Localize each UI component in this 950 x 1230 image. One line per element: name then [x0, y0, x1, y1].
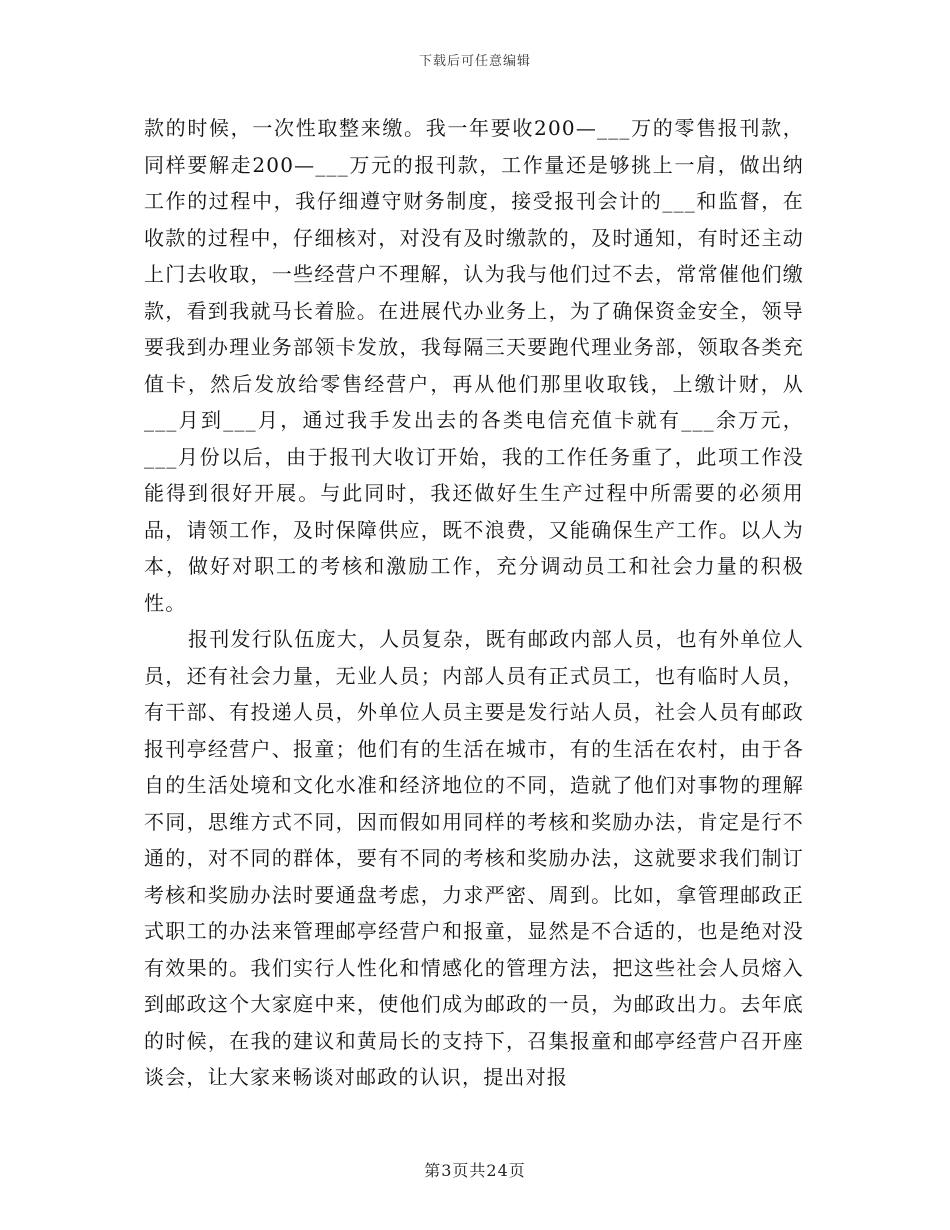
- paragraph-1: 款的时候，一次性取整来缴。我一年要收200—___万的零售报刊款，同样要解走200—___万元的报刊款，工作量还是够挑上一肩，做出纳工作的过程中，我仔细遵守财务制度，接受报刊会计的___和监督，在收款的过程中，仔细核对，对没有及时缴款的，及时通知，有时还主动上门去收取，一些经营户不理解，认为我与他们过不去，常常催他们缴款，看到我就马长着脸。在进展代办业务上，为了确保资金安全，领导要我到办理业务部领卡发放，我每隔三天要跑代理业务部，领取各类充值卡，然后发放给零售经营户，再从他们那里收取钱，上缴计财，从___月到___月，通过我手发出去的各类电信充值卡就有___余万元，___月份以后，由于报刊大收订开始，我的工作任务重了，此项工作没能得到很好开展。与此同时，我还做好生生产过程中所需要的必须用品，请领工作，及时保障供应，既不浪费，又能确保生产工作。以人为本，做好对职工的考核和激励工作，充分调动员工和社会力量的积极性。: [144, 116, 804, 615]
- page-header: 下载后可任意编辑: [418, 54, 531, 69]
- document-body: [144, 110, 804, 1096]
- paragraph-2: 报刊发行队伍庞大，人员复杂，既有邮政内部人员，也有外单位人员，还有社会力量，无业人员；内部人员有正式员工，也有临时人员，有干部、有投递人员，外单位人员主要是发行站人员，社会人员有邮政报刊亭经营户、报童；他们有的生活在城市，有的生活在农村，由于各自的生活处境和文化水准和经济地位的不同，造就了他们对事物的理解不同，思维方式不同，因而假如用同样的考核和奖励办法，肯定是行不通的，对不同的群体，要有不同的考核和奖励办法，这就要求我们制订考核和奖励办法时要通盘考虑，力求严密、周到。比如，拿管理邮政正式职工的办法来管理邮亭经营户和报童，显然是不合适的，也是绝对没有效果的。我们实行人性化和情感化的管理方法，把这些社会人员熔入到邮政这个大家庭中来，使他们成为邮政的一员，为邮政出力。去年底的时候，在我的建议和黄局长的支持下，召集报童和邮亭经营户召开座谈会，让大家来畅谈对邮政的认识，提出对报: [144, 627, 804, 1089]
- page-number: 第3页共24页: [424, 1161, 526, 1180]
